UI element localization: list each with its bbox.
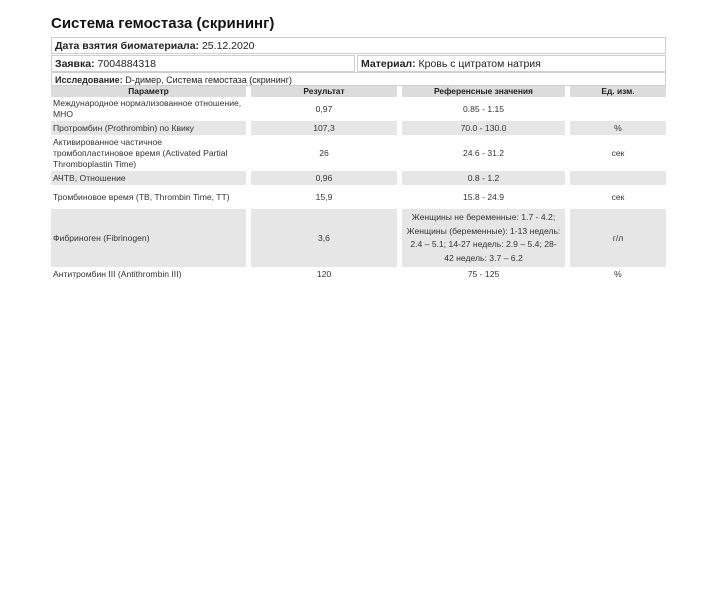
unit-cell (570, 171, 666, 185)
unit-cell: сек (611, 147, 625, 158)
reference-cell: 24.6 - 31.2 (462, 147, 505, 158)
unit-cell: % (614, 268, 622, 279)
param-cell: Международное нормализованное отношение, МНО (53, 98, 242, 119)
sample-date-label: Дата взятия биоматериала: (55, 40, 200, 52)
material-label: Материал: (361, 58, 416, 70)
sample-date-field (51, 37, 666, 54)
unit-cell: г/л (570, 209, 666, 267)
param-cell: АЧТВ, Отношение (51, 171, 246, 185)
order-label: Заявка: (55, 58, 95, 70)
table-row (51, 267, 666, 281)
table-row (51, 171, 666, 185)
table-row (51, 209, 666, 267)
material-value: Кровь с цитратом натрия (418, 58, 541, 70)
sample-date-value: 25.12.2020 (201, 40, 255, 52)
result-cell: 0,96 (251, 171, 397, 185)
table-row (51, 135, 666, 171)
result-cell: 107,3 (251, 121, 397, 135)
order-field (51, 55, 355, 72)
table-header-row (51, 86, 666, 97)
unit-cell: сек (611, 191, 625, 202)
report-title: Система гемостаза (скрининг) (51, 15, 275, 32)
column-header-result: Результат (251, 86, 397, 97)
order-value: 7004884318 (97, 58, 156, 70)
result-cell: 15,9 (315, 191, 333, 202)
study-label: Исследование: (55, 75, 123, 85)
reference-cell: 0.85 - 1.15 (462, 103, 505, 114)
param-cell: Протромбин (Prothrombin) по Квику (51, 121, 246, 135)
reference-cell: 15.8 - 24.9 (462, 191, 505, 202)
param-cell: Активированное частичное тромбопластиновое время (Activated Partial Thromboplastin Time) (53, 136, 228, 169)
result-cell: 120 (316, 268, 332, 279)
reference-cell: 75 - 125 (467, 268, 500, 279)
param-cell: Тромбиновое время (TB, Thrombin Time, TT) (53, 191, 230, 202)
study-field (51, 72, 666, 86)
material-field (357, 55, 666, 72)
unit-cell: % (570, 121, 666, 135)
table-row (51, 185, 666, 209)
result-cell: 0,97 (315, 103, 333, 114)
reference-cell: 70.0 - 130.0 (402, 121, 565, 135)
param-cell: Фибриноген (Fibrinogen) (51, 209, 246, 267)
table-row (51, 121, 666, 135)
result-cell: 3,6 (251, 209, 397, 267)
reference-cell: Женщины не беременные: 1.7 - 4.2; Женщины (беременные): 1-13 недель: 2.4 – 5.1; 14-27 недель: 2.9 – 5.4; 28-42 недель: 3.7 – 6.2 (402, 209, 565, 267)
results-table (51, 86, 666, 281)
column-header-unit: Ед. изм. (570, 86, 666, 97)
unit-cell (570, 97, 666, 121)
table-row (51, 97, 666, 121)
column-header-reference: Референсные значения (402, 86, 565, 97)
column-header-param: Параметр (51, 86, 246, 97)
param-cell: Антитромбин III (Antithrombin III) (53, 268, 182, 279)
reference-cell: 0.8 - 1.2 (402, 171, 565, 185)
study-value: D-димер, Система гемостаза (скрининг) (125, 75, 292, 85)
result-cell: 26 (319, 147, 329, 158)
